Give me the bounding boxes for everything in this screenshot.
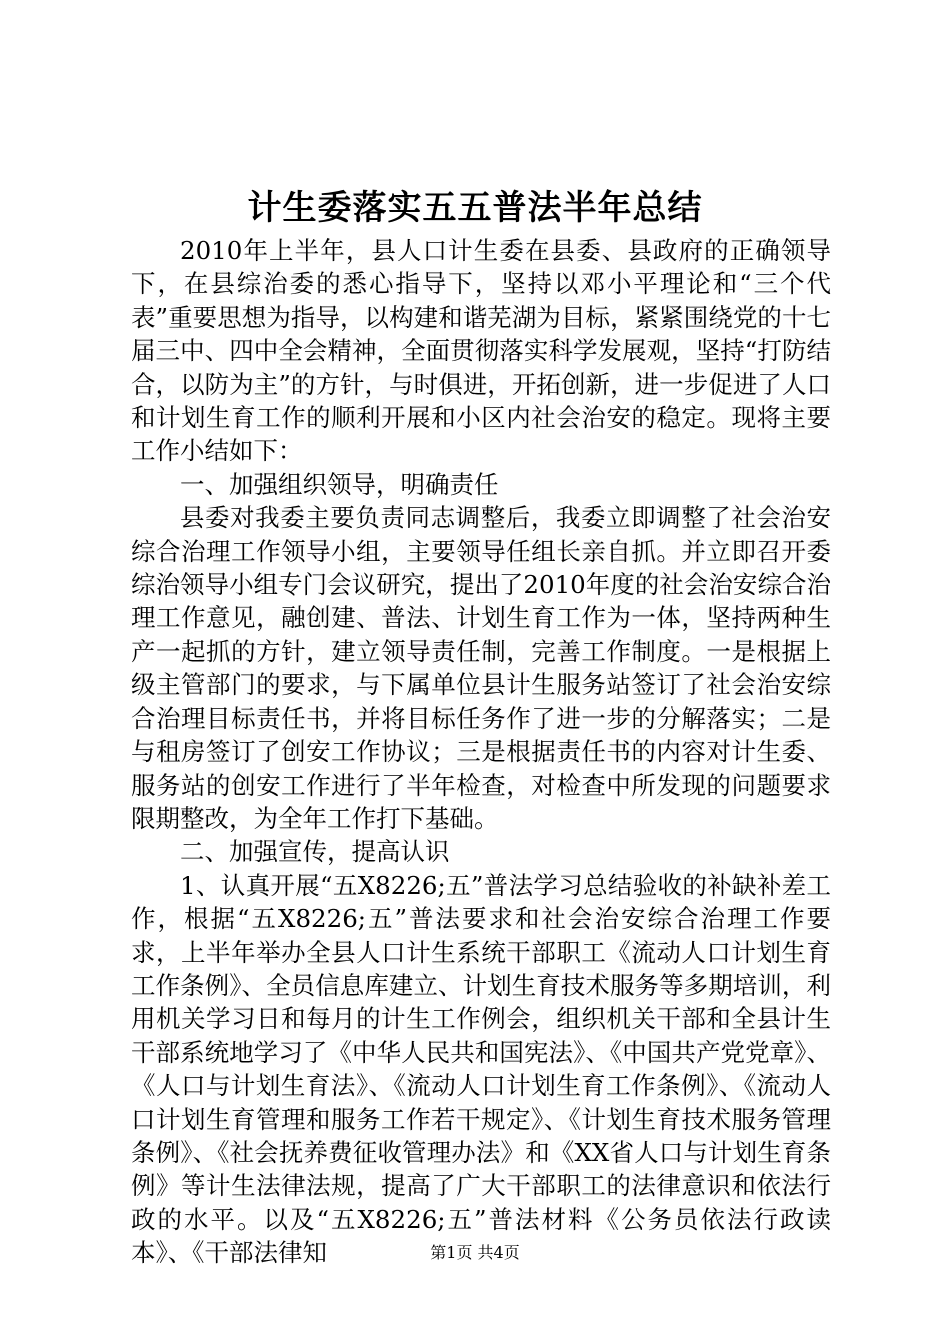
section-2-paragraph: 1、认真开展“五X8226;五”普法学习总结验收的补缺补差工作，根据“五X8226;五”普法要求和社会治安综合治理工作要求，上半年举办全县人口计生系统干部职工《流动人口计划生育工作条例》、全员信息库建立、计划生育技术服务等多期培训，利用机关学习日和每月的计生工作例会，组织机关干部和全县计生干部系统地学习了《中华人民共和国宪法》、《中国共产党党章》、《人口与计划生育法》、《流动人口计划生育工作条例》、《流动人口计划生育管理和服务工作若干规定》、《计划生育技术服务管理条例》、《社会抚养费征收管理办法》和《XX省人口与计划生育条例》等计生法律法规，提高了广大干部职工的法律意识和依法行政的水平。以及“五X8226;五”普法材料《公务员依法行政读本》、《干部法律知: [131, 870, 831, 1268]
page-number: 第1页 共4页: [430, 1243, 520, 1262]
section-heading-1: 一、加强组织领导，明确责任: [180, 469, 499, 499]
section-heading-2: 二、加强宣传，提高认识: [180, 837, 450, 867]
document-body: [131, 234, 831, 1270]
intro-paragraph: 2010年上半年，县人口计生委在县委、县政府的正确领导下，在县综治委的悉心指导下，坚持以邓小平理论和“三个代表”重要思想为指导，以构建和谐芜湖为目标，紧紧围绕党的十七届三中、四中全会精神，全面贯彻落实科学发展观，坚持“打防结合，以防为主”的方针，与时俱进，开拓创新，进一步促进了人口和计划生育工作的顺利开展和小区内社会治安的稳定。现将主要工作小结如下：: [131, 236, 831, 466]
section-1-paragraph: 县委对我委主要负责同志调整后，我委立即调整了社会治安综合治理工作领导小组，主要领导任组长亲自抓。并立即召开委综治领导小组专门会议研究，提出了2010年度的社会治安综合治理工作意见，融创建、普法、计划生育工作为一体，坚持两种生产一起抓的方针，建立领导责任制，完善工作制度。一是根据上级主管部门的要求，与下属单位县计生服务站签订了社会治安综合治理目标责任书，并将目标任务作了进一步的分解落实；二是与租房签订了创安工作协议；三是根据责任书的内容对计生委、服务站的创安工作进行了半年检查，对检查中所发现的问题要求限期整改，为全年工作打下基础。: [131, 503, 831, 833]
page-footer: [0, 1243, 950, 1263]
document-title: 计生委落实五五普法半年总结: [247, 188, 703, 228]
